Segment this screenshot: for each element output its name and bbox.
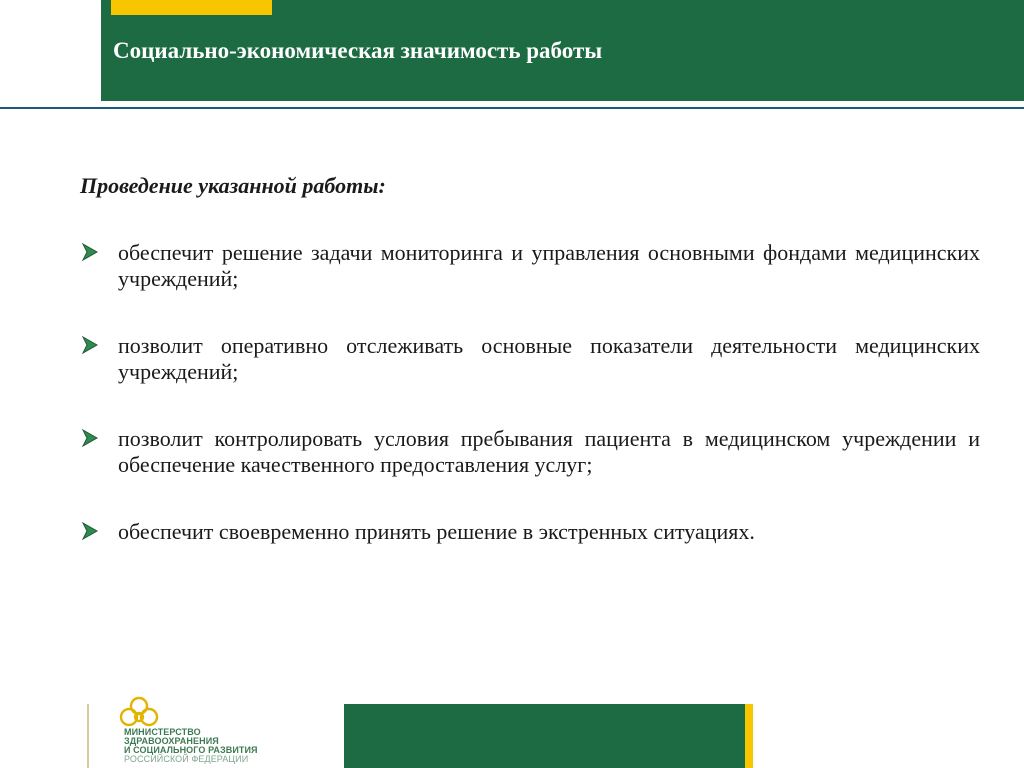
bullet-text: обеспечит своевременно принять решение в экстренных ситуациях. — [118, 519, 755, 544]
bullet-item — [80, 333, 980, 385]
footer-band — [344, 704, 745, 768]
lead-text: Проведение указанной работы: — [80, 173, 386, 198]
bullet-text: обеспечит решение задачи мониторинга и управления основными фондами медицинских учреждений; — [118, 240, 980, 291]
bullet-item — [80, 519, 980, 545]
bullet-text: позволит контролировать условия пребывания пациента в медицинском учреждении и обеспечение качественного предоставления услуг; — [118, 426, 980, 477]
ministry-logo-text: МИНИСТЕРСТВО ЗДРАВООХРАНЕНИЯ И СОЦИАЛЬНОГО РАЗВИТИЯ РОССИЙСКОЙ ФЕДЕРАЦИИ — [124, 727, 258, 764]
ministry-logo — [114, 695, 334, 768]
bullet-list — [80, 240, 980, 545]
bullet-text: позволит оперативно отслеживать основные показатели деятельности медицинских учреждений; — [118, 333, 980, 384]
header-accent-bar — [111, 0, 272, 15]
footer-divider — [87, 704, 89, 768]
bullet-item — [80, 426, 980, 478]
arrow-bullet-icon — [80, 521, 100, 541]
footer-accent-bar — [745, 704, 753, 768]
bullet-item — [80, 240, 980, 292]
arrow-bullet-icon — [80, 428, 100, 448]
arrow-bullet-icon — [80, 335, 100, 355]
header-divider — [0, 107, 1024, 109]
slide-title: Социально-экономическая значимость работы — [113, 38, 603, 63]
arrow-bullet-icon — [80, 242, 100, 262]
